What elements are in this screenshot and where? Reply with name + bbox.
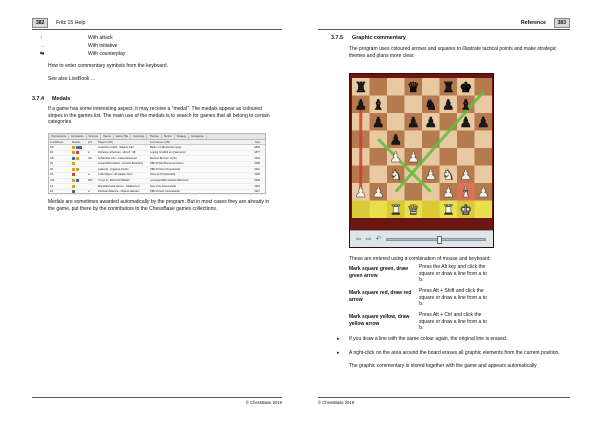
header-title: Reference xyxy=(520,20,546,26)
chess-piece[interactable]: ♜ xyxy=(441,202,455,219)
games-list-tab[interactable]: Openings xyxy=(131,134,147,139)
board-square[interactable] xyxy=(387,78,405,96)
medal-stripe xyxy=(76,179,79,182)
board-square[interactable] xyxy=(457,148,475,166)
column-header: Tournament (CB) xyxy=(150,140,170,144)
table-cell xyxy=(71,167,87,172)
forward-arrow-icon[interactable]: ⇨ xyxy=(365,236,372,243)
table-cell: WO xyxy=(88,179,93,183)
right-page-footer: © ChessBase 2019 xyxy=(318,397,570,407)
chess-piece[interactable]: ♟ xyxy=(441,97,455,114)
games-list-tab[interactable]: Sources xyxy=(87,134,102,139)
undo-icon[interactable]: ↶ xyxy=(375,236,382,243)
board-toolbar xyxy=(350,230,493,247)
section-number: 3.7.5 xyxy=(331,35,343,41)
symbol-description: With initiative xyxy=(88,43,118,49)
symbol-glyph: ⇆ xyxy=(40,51,45,57)
board-square[interactable] xyxy=(370,148,388,166)
left-page-header xyxy=(32,18,282,30)
board-square[interactable] xyxy=(370,166,388,184)
combo-action: Mark square yellow, draw yellow arrow xyxy=(349,314,410,327)
chess-piece[interactable]: ♟ xyxy=(389,132,403,149)
combo-row xyxy=(349,288,487,312)
table-cell: 1/8 xyxy=(50,145,54,149)
board-square[interactable] xyxy=(457,131,475,149)
chess-piece[interactable]: ♚ xyxy=(459,202,473,219)
table-cell: 1906 xyxy=(254,162,260,166)
table-cell: 312 xyxy=(50,179,55,183)
table-cell: Yuriyc,R - Botvinnik,Mikhail xyxy=(98,179,130,183)
chess-board-window xyxy=(349,73,494,248)
chess-piece[interactable]: ♜ xyxy=(354,80,368,96)
table-cell xyxy=(71,145,87,150)
table-cell xyxy=(71,179,87,184)
column-header: Medals xyxy=(72,140,81,144)
table-cell: PBb M Welt Bonnet (Lonsen) xyxy=(150,162,184,166)
column-header: Players (CB) xyxy=(98,140,113,144)
how-to-enter-link[interactable]: How to enter commentary symbols from the keyboard. xyxy=(48,63,169,69)
chess-piece[interactable]: ♟ xyxy=(459,115,473,131)
table-cell: Andersson,Adolf - Wagner,Carl xyxy=(98,145,134,149)
table-cell: Cullo,Miguel - El Gaalan,John xyxy=(98,173,133,177)
board-square[interactable] xyxy=(422,78,440,96)
board-square[interactable] xyxy=(405,96,423,114)
medal-stripe xyxy=(79,146,82,149)
games-list-tab[interactable]: Themes xyxy=(147,134,161,139)
board-square[interactable] xyxy=(405,183,423,201)
games-list-tab[interactable]: Endgames xyxy=(189,134,206,139)
table-cell: 1935 xyxy=(254,173,260,177)
symbol-description: With counterplay xyxy=(88,51,126,57)
combo-action: Mark square red, draw red arrow xyxy=(349,290,412,303)
medal-stripe xyxy=(72,190,75,193)
table-cell: PBb M Daun (Gounaredo) xyxy=(150,167,181,171)
table-cell: a xyxy=(88,173,90,177)
chess-piece[interactable]: ♟ xyxy=(406,115,420,131)
bullet-text: A right-click on the area around the board erases all graphic elements from the current position. xyxy=(349,350,560,356)
square-highlight xyxy=(370,201,388,219)
table-cell: Marshall,Frank James - Gladstone,V xyxy=(98,184,141,188)
board-square[interactable] xyxy=(475,148,493,166)
move-slider[interactable] xyxy=(386,238,486,241)
table-cell: Schlechter,Carl - Lasker,Emanuel xyxy=(98,156,137,160)
table-cell: 18 xyxy=(50,151,53,155)
table-cell xyxy=(71,184,87,189)
chess-piece[interactable]: ♞ xyxy=(424,97,438,114)
back-arrow-icon[interactable]: ⇦ xyxy=(355,236,362,243)
section-title: Medals xyxy=(52,96,71,102)
bullet-text: If you draw a line with the same colour again, the original line is erased. xyxy=(349,336,508,342)
chess-piece[interactable]: ♝ xyxy=(459,97,473,114)
table-cell: 18 xyxy=(50,190,53,194)
table-cell: 1/8 xyxy=(50,156,54,160)
table-cell xyxy=(87,145,97,150)
medal-stripe xyxy=(72,173,75,176)
games-list-tab[interactable]: Tournaments xyxy=(49,134,69,139)
chess-piece[interactable]: ♟ xyxy=(476,185,490,201)
board-square[interactable] xyxy=(475,166,493,184)
chess-piece[interactable]: ♟ xyxy=(354,97,368,114)
table-cell: 40 xyxy=(50,167,53,171)
combo-row xyxy=(349,312,487,336)
column-header: Year xyxy=(254,140,260,144)
chess-piece[interactable]: ♟ xyxy=(389,150,403,166)
symbol-glyph: ↑ xyxy=(40,35,43,41)
combo-keys: Press Alt + Shift and click the square or draw a line from a to b. xyxy=(419,288,487,308)
square-highlight xyxy=(352,201,370,219)
left-page-footer: © ChessBase 2019 xyxy=(32,397,282,407)
table-cell: Dufresne,Johannes - Hirsch - 98 xyxy=(98,151,136,155)
chess-piece[interactable]: ♜ xyxy=(441,80,455,96)
table-cell: a xyxy=(88,190,90,194)
column-header: Δ/T xyxy=(88,140,93,144)
chess-piece[interactable]: ♟ xyxy=(476,115,490,131)
board-square[interactable] xyxy=(387,96,405,114)
chess-piece[interactable]: ♝ xyxy=(371,97,385,114)
symbol-description: With attack xyxy=(88,35,113,41)
table-cell: 1927 xyxy=(254,190,260,194)
table-cell: 1910 xyxy=(254,184,260,188)
games-list-tab[interactable]: Teams xyxy=(101,134,114,139)
page-number: 382 xyxy=(32,18,48,28)
chess-piece[interactable]: ♟ xyxy=(424,115,438,131)
chess-piece[interactable]: ♟ xyxy=(371,115,385,131)
chess-piece[interactable]: ♝ xyxy=(459,185,473,201)
chess-piece[interactable]: ♞ xyxy=(389,167,403,184)
table-cell xyxy=(71,173,87,178)
table-cell: 1939 xyxy=(254,179,260,183)
slider-thumb[interactable] xyxy=(437,236,442,244)
table-cell xyxy=(87,167,97,172)
games-list-tab[interactable]: Annotators xyxy=(69,134,87,139)
medal-stripe xyxy=(76,151,79,154)
table-cell: AD xyxy=(88,156,92,160)
table-cell: Berlin m1 (Berlin/Germany) xyxy=(150,145,182,149)
table-cell xyxy=(71,151,87,156)
combo-keys: Press the Alt key and click the square or draw a line from a to b. xyxy=(419,264,487,284)
table-cell: a xyxy=(88,151,90,155)
medals-intro: If a game has some interesting aspect, it may receive a "medal". The medals appear as coloured stripes in the games list. The main use of the medals is to search for games that all belong to certain categories. xyxy=(48,106,270,126)
table-cell: Bremen Bremen st (ID) xyxy=(150,156,177,160)
combo-action: Mark square green, draw green arrow xyxy=(349,266,408,279)
chess-piece[interactable]: ♟ xyxy=(406,150,420,166)
board-square[interactable] xyxy=(475,131,493,149)
square-highlight xyxy=(475,201,493,219)
table-cell xyxy=(71,190,87,195)
bullet-icon: ▸ xyxy=(337,336,340,342)
table-cell: 49 xyxy=(50,162,53,166)
games-list-tab[interactable]: Strategy xyxy=(175,134,190,139)
games-list-screenshot xyxy=(48,133,266,194)
right-page-header xyxy=(318,18,570,30)
table-cell: Petrosan,Maurice - Orliand,Heinden xyxy=(98,190,140,194)
see-also-link[interactable]: See also LiveBook ... xyxy=(48,76,95,82)
chess-piece[interactable]: ♛ xyxy=(406,80,420,96)
table-cell xyxy=(71,156,87,161)
board-square[interactable] xyxy=(387,113,405,131)
table-cell: 1865 xyxy=(254,145,260,149)
board-square[interactable] xyxy=(440,113,458,131)
graphic-intro: The program uses coloured arrows and squares to illustrate tactical points and make strategic themes and plans more clear. xyxy=(349,46,557,59)
medal-stripe xyxy=(72,185,75,188)
stored-text: The graphic commentary is stored together with the game and appears automatically xyxy=(349,363,537,369)
medal-stripe xyxy=(72,162,75,165)
table-cell: Lowenthal,Frederic - Horwitz,Bernhard xyxy=(98,162,143,166)
table-cell: Leningrad Bjrts wkanta (Botnurul) xyxy=(150,179,189,183)
section-number: 3.7.4 xyxy=(32,96,44,102)
medal-stripe xyxy=(76,157,79,160)
chess-piece[interactable]: ♟ xyxy=(424,167,438,184)
section-title: Graphic commentary xyxy=(352,35,406,41)
medals-note: Medals are sometimes awarded automatically by the program. But in most cases they are already in the game, put there by the contributors to the ChessBase games collections. xyxy=(48,199,270,212)
symbol-glyph: → xyxy=(40,43,45,49)
square-highlight xyxy=(422,201,440,219)
chess-piece[interactable]: ♟ xyxy=(441,185,455,201)
table-cell: 18 xyxy=(50,184,53,188)
board-square[interactable] xyxy=(405,131,423,149)
entered-text: These are entered using a combination of mouse and keyboard: xyxy=(349,256,491,262)
chess-piece[interactable]: ♟ xyxy=(354,185,368,201)
medal-stripe xyxy=(76,168,79,171)
table-cell xyxy=(87,162,97,167)
header-title: Fritz 15 Help xyxy=(56,20,86,26)
table-cell: 2/1 xyxy=(50,173,54,177)
table-row[interactable] xyxy=(49,190,265,196)
combo-keys: Press Alt + Ctrl and click the square or draw a line from a to b. xyxy=(419,312,487,332)
table-cell: Nove st (M Uplanded) xyxy=(150,173,176,177)
table-cell xyxy=(71,162,87,167)
chess-piece[interactable]: ♛ xyxy=(406,202,420,219)
combo-row xyxy=(349,264,487,288)
bullet-icon: ▸ xyxy=(337,350,340,356)
table-cell: Lasker,E - Anguera,Cecilio xyxy=(98,167,129,171)
table-cell: 1877 xyxy=(254,151,260,155)
table-cell: Leipzig Grndkrk em (Germany) xyxy=(150,151,186,155)
column-header: Line/Moves xyxy=(50,140,64,144)
chess-piece[interactable]: ♟ xyxy=(371,185,385,201)
games-list-rows xyxy=(49,145,265,195)
board-square[interactable] xyxy=(370,78,388,96)
chess-piece[interactable]: ♚ xyxy=(459,80,473,96)
table-cell: New York (Kleemawal) xyxy=(150,184,177,188)
table-cell: 1910 xyxy=(254,167,260,171)
combo-table xyxy=(349,264,487,336)
chess-piece[interactable]: ♟ xyxy=(459,167,473,184)
chess-piece[interactable]: ♞ xyxy=(441,167,455,184)
chess-piece[interactable]: ♜ xyxy=(389,202,403,219)
table-cell: PBb M Danz (Gounaredo) xyxy=(150,190,180,194)
games-list-tab[interactable]: Game Title xyxy=(114,134,132,139)
board-square[interactable] xyxy=(440,148,458,166)
chess-board[interactable] xyxy=(352,78,493,228)
games-list-tab[interactable]: Tactics xyxy=(162,134,175,139)
table-cell: 1902 xyxy=(254,156,260,160)
table-cell xyxy=(87,184,97,189)
page-number: 383 xyxy=(554,18,570,28)
